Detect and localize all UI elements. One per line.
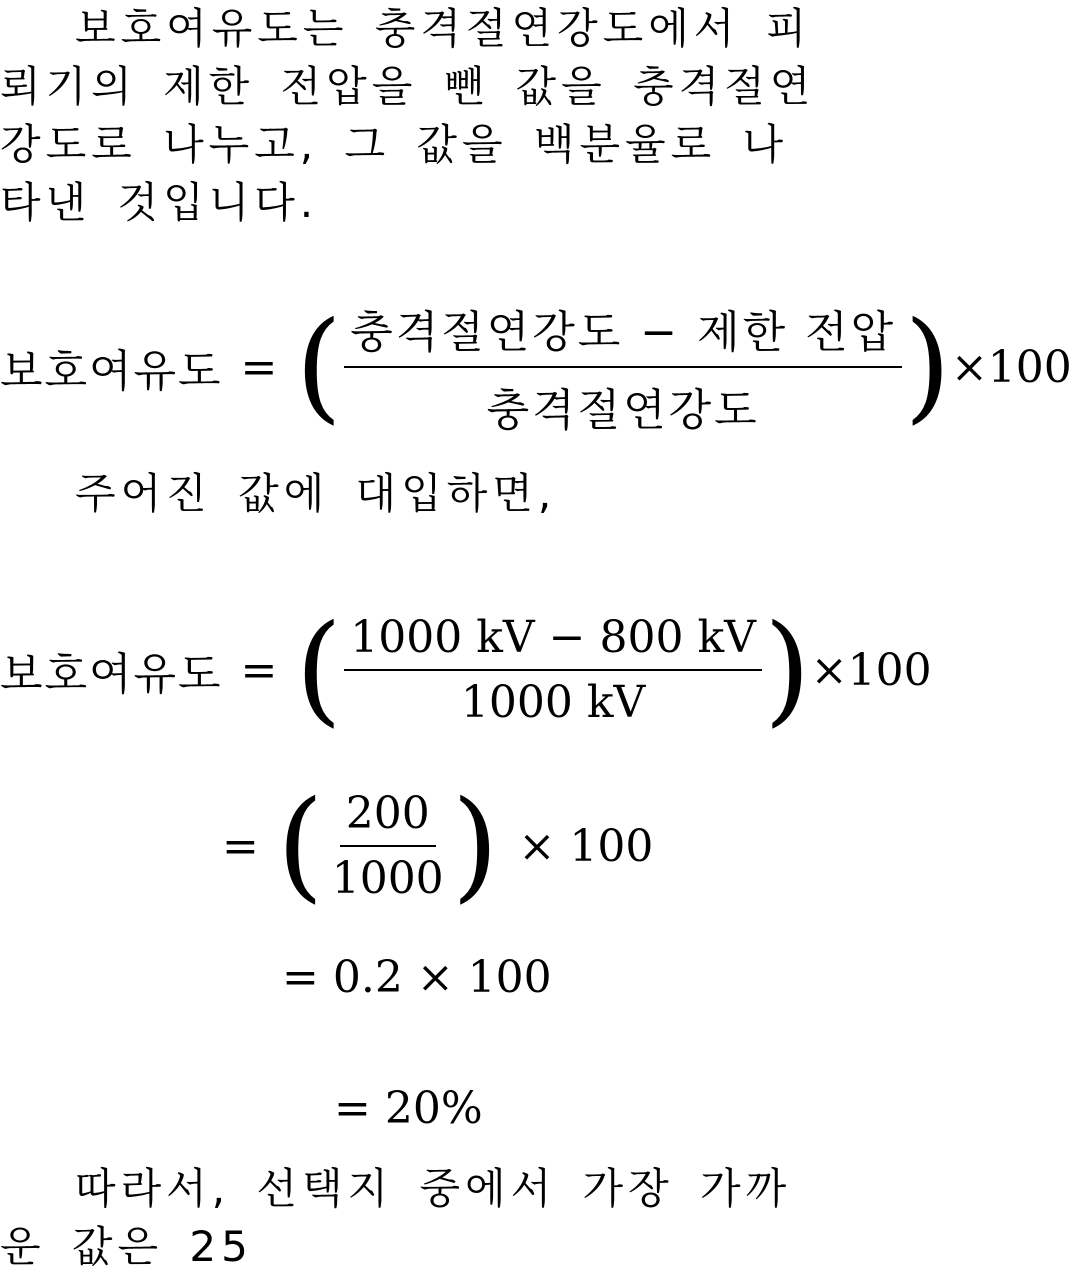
right-paren: )	[763, 600, 811, 739]
formula-fraction	[344, 296, 902, 438]
step1-denominator: 1000 kV	[460, 677, 646, 728]
intro-text: 보호여유도는 충격절연강도에서 피뢰기의 제한 전압을 뺀 값을 충격절연강도로 나누고, 그 값을 백분율로 나타낸 것입니다.	[0, 4, 816, 227]
step1-equals: =	[240, 644, 278, 696]
step3-expr: = 0.2 × 100	[282, 952, 552, 1003]
formula-equals: =	[240, 341, 278, 393]
step1-times: ×100	[810, 644, 932, 696]
formula-denominator: 충격절연강도	[486, 385, 760, 436]
step2-equals: =	[222, 820, 259, 872]
formula-lhs: 보호여유도	[0, 346, 223, 397]
right-paren: )	[451, 776, 499, 915]
left-paren: (	[276, 776, 324, 915]
formula-step4	[334, 1083, 483, 1134]
left-paren: (	[295, 600, 343, 739]
step2-numerator: 200	[340, 788, 436, 847]
intro-paragraph	[0, 0, 830, 232]
step2-fraction	[326, 788, 450, 904]
step2-denominator: 1000	[331, 853, 444, 904]
step4-expr: = 20%	[334, 1083, 483, 1134]
step2-times: × 100	[518, 820, 654, 872]
step1-numerator: 1000 kV − 800 kV	[344, 612, 762, 671]
formula-numerator: 충격절연강도 − 제한 전압	[344, 296, 902, 368]
step1-fraction	[344, 612, 762, 728]
formula-step2	[222, 776, 654, 915]
formula-step3	[282, 952, 552, 1003]
substitute-paragraph	[0, 465, 830, 523]
left-paren: (	[295, 297, 343, 436]
conclusion-text: 따라서, 선택지 중에서 가장 가까운 값은 25	[0, 1164, 792, 1271]
step1-lhs: 보호여유도	[0, 649, 223, 700]
formula-general	[0, 296, 1072, 438]
substitute-text: 주어진 값에 대입하면,	[75, 469, 557, 518]
formula-times: ×100	[950, 341, 1072, 393]
conclusion-paragraph	[0, 1160, 830, 1276]
right-paren: )	[904, 297, 951, 436]
formula-step1	[0, 600, 932, 739]
